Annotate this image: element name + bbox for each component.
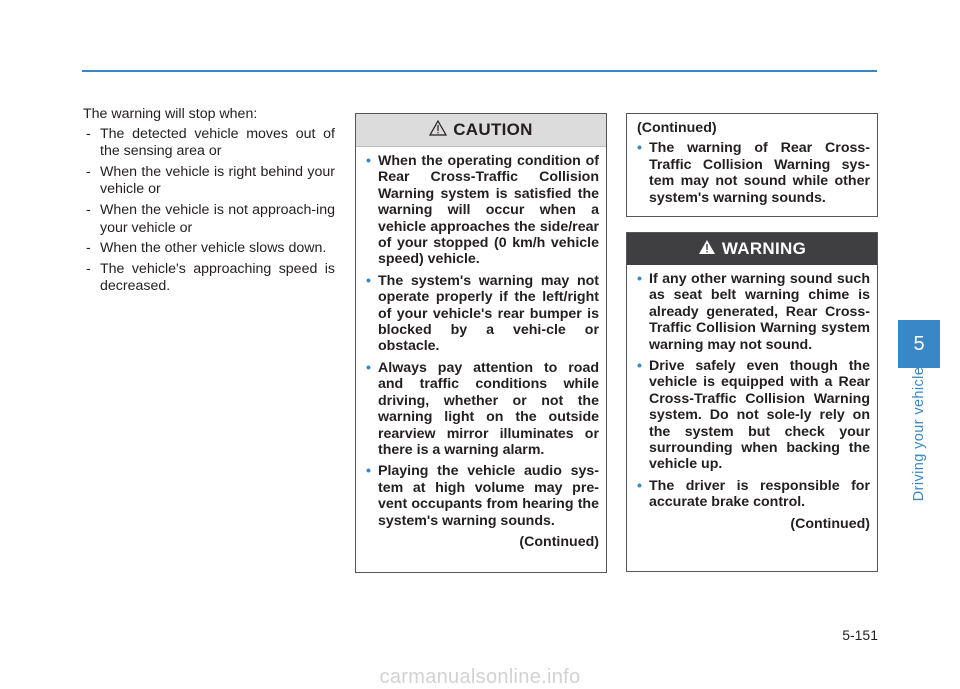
list-item: • Playing the vehicle audio sys-tem at high volume may pre-vent occupants from hearing the system's warning sounds. xyxy=(366,463,599,529)
continued-bullets xyxy=(637,140,870,206)
warning-header xyxy=(627,233,877,265)
list-item: • The driver is responsible for accurate brake control. xyxy=(637,477,870,511)
chapter-title: Driving your vehicle xyxy=(911,366,927,502)
list-item: - The vehicle's approaching speed is decreased. xyxy=(86,260,335,295)
warning-bullets xyxy=(637,271,870,511)
list-item: • Always pay attention to road and traffic conditions while driving, whether or not the warning light on the outside rearview mirror illuminates or there is a warning alarm. xyxy=(366,359,599,458)
warning-continued: (Continued) xyxy=(790,515,870,532)
caution-header xyxy=(356,114,606,147)
caution-triangle-outline-icon xyxy=(429,120,447,141)
top-rule xyxy=(82,70,877,72)
list-item: - When the vehicle is not approach-ing your vehicle or xyxy=(86,201,335,236)
intro-text: The warning will stop when: xyxy=(83,106,258,122)
page-number: 5-151 xyxy=(842,627,878,643)
list-item: - The detected vehicle moves out of the sensing area or xyxy=(86,125,335,160)
continued-box xyxy=(626,113,878,217)
chapter-number-tab: 5 xyxy=(898,320,940,368)
caution-title: CAUTION xyxy=(453,120,533,139)
list-item: • Drive safely even though the vehicle is equipped with a Rear Cross-Traffic Collision Warning system. Do not sole-ly rely on the system but check your surrounding when backing the vehicle up. xyxy=(637,358,870,473)
caution-bullets xyxy=(366,153,599,529)
warning-triangle-filled-icon xyxy=(698,239,716,260)
caution-continued: (Continued) xyxy=(519,533,599,550)
caution-body xyxy=(356,147,606,550)
list-item: - When the vehicle is right behind your vehicle or xyxy=(86,163,335,198)
continued-body xyxy=(627,114,877,206)
list-item: • The warning of Rear Cross-Traffic Collision Warning sys-tem may not sound while other system's warning sounds. xyxy=(637,140,870,206)
warning-body xyxy=(627,265,877,532)
watermark: carmanualsonline.info xyxy=(379,665,581,688)
list-item: - When the other vehicle slows down. xyxy=(86,240,327,257)
caution-box xyxy=(355,113,607,573)
continued-heading: (Continued) xyxy=(637,120,717,136)
warning-title: WARNING xyxy=(721,239,807,258)
warning-box xyxy=(626,232,878,572)
stop-conditions-list xyxy=(83,126,335,296)
list-item: • If any other warning sound such as seat belt warning chime is already generated, Rear Cross-Traffic Collision Warning system warning may not sound. xyxy=(637,271,870,353)
list-item: • When the operating condition of Rear Cross-Traffic Collision Warning system is satisfied the warning will occur when a vehicle approaches the side/rear of your stopped (0 km/h vehicle speed) vehicle. xyxy=(366,153,599,268)
chapter-title-vertical xyxy=(898,368,940,500)
left-column xyxy=(83,106,335,299)
list-item: • The system's warning may not operate properly if the left/right of your vehicle's rear bumper is blocked by a vehi-cle or obstacle. xyxy=(366,272,599,355)
